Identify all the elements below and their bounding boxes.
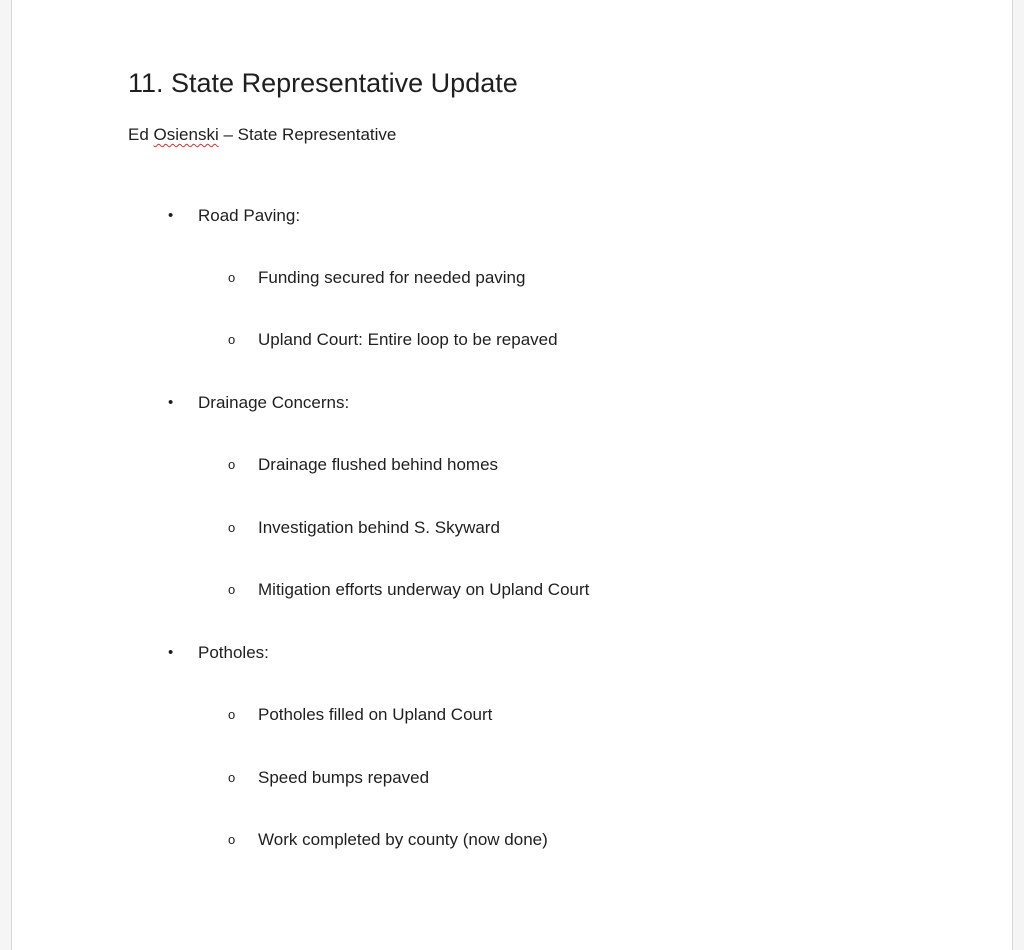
- section-title: 11. State Representative Update: [128, 68, 518, 98]
- hollow-bullet-icon: o: [228, 832, 236, 847]
- bullet-icon: •: [168, 394, 174, 411]
- hollow-bullet-icon: o: [228, 582, 236, 597]
- hollow-bullet-icon: o: [228, 707, 236, 722]
- document-page: [11, 0, 1013, 950]
- presenter-last-name-misspelled[interactable]: Osienski: [153, 125, 219, 144]
- presenter-line: [128, 124, 396, 146]
- presenter-first-name: Ed: [128, 125, 154, 144]
- list-item-text: Speed bumps repaved: [258, 768, 430, 787]
- hollow-bullet-icon: o: [228, 520, 236, 535]
- list-item-text: Drainage flushed behind homes: [258, 455, 499, 474]
- list-item-heading: Potholes:: [198, 643, 269, 662]
- presenter-role: – State Representative: [218, 125, 397, 144]
- list-item-heading: Drainage Concerns:: [198, 393, 350, 412]
- list-item-text: Upland Court: Entire loop to be repaved: [258, 330, 558, 349]
- list-item-text: Mitigation efforts underway on Upland Court: [258, 580, 590, 599]
- list-item-text: Funding secured for needed paving: [258, 268, 526, 287]
- hollow-bullet-icon: o: [228, 270, 236, 285]
- hollow-bullet-icon: o: [228, 457, 236, 472]
- list-item-heading: Road Paving:: [198, 206, 301, 225]
- list-item-text: Potholes filled on Upland Court: [258, 705, 493, 724]
- hollow-bullet-icon: o: [228, 770, 236, 785]
- list-item-text: Investigation behind S. Skyward: [258, 518, 500, 537]
- hollow-bullet-icon: o: [228, 332, 236, 347]
- bullet-icon: •: [168, 207, 174, 224]
- list-item-text: Work completed by county (now done): [258, 830, 548, 849]
- bullet-icon: •: [168, 644, 174, 661]
